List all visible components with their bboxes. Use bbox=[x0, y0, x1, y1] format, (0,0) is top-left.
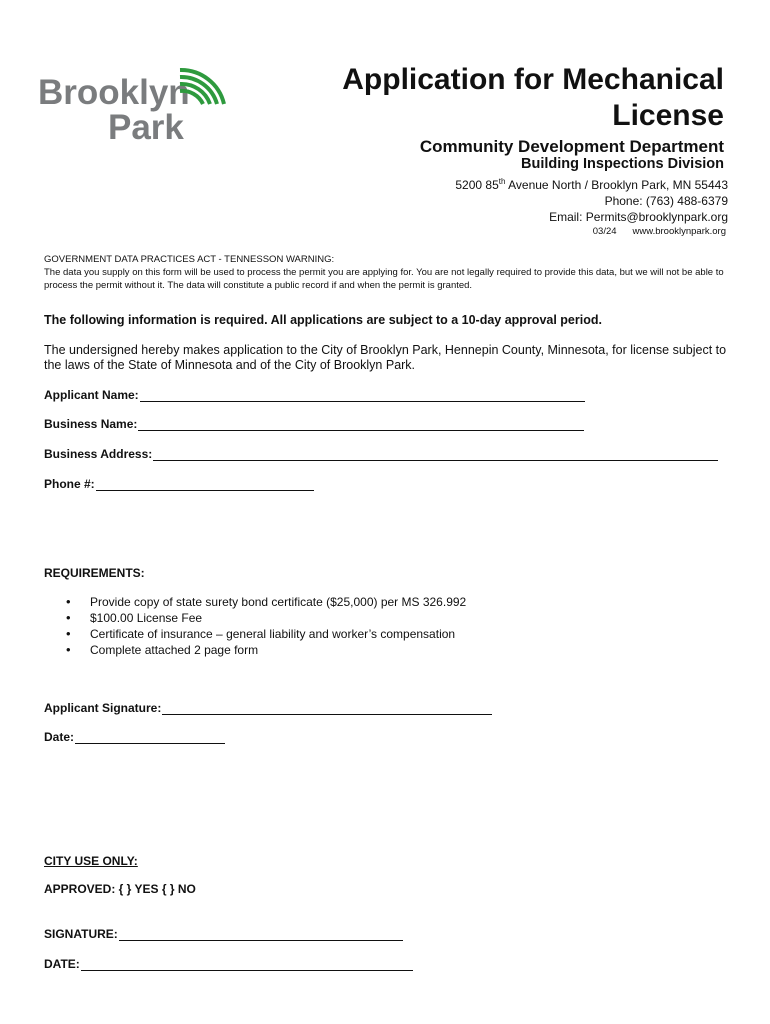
phone-contact: Phone: (763) 488-6379 bbox=[604, 194, 728, 208]
form-meta bbox=[593, 226, 726, 237]
logo-graphic bbox=[38, 62, 228, 148]
division-name: Building Inspections Division bbox=[520, 156, 724, 172]
logo-text-brooklyn: Brooklyn bbox=[38, 73, 190, 112]
applicant-signature-line[interactable] bbox=[162, 703, 492, 715]
address-ordinal: th bbox=[498, 177, 506, 186]
city-signature-label: SIGNATURE: bbox=[44, 927, 118, 941]
business-name-line[interactable] bbox=[138, 419, 584, 431]
list-item: • Provide copy of state surety bond certificate ($25,000) per MS 326.992 bbox=[66, 594, 466, 610]
date-field[interactable] bbox=[44, 730, 225, 744]
data-practices-warning bbox=[44, 253, 734, 292]
city-date-label: DATE: bbox=[44, 957, 80, 971]
address-street: Avenue North / Brooklyn Park, MN 55443 bbox=[505, 178, 728, 192]
warning-body: The data you supply on this form will be used to process the permit you are applying for. You are not legally required to provide this data, but we will not be able to process the permit without it. The data will constitute a public record if and when the permit is granted. bbox=[44, 267, 724, 291]
business-name-field[interactable] bbox=[44, 417, 584, 431]
city-use-heading: CITY USE ONLY: bbox=[44, 854, 138, 868]
approval-checkboxes[interactable]: APPROVED: { } YES { } NO bbox=[44, 882, 196, 896]
address-number: 5200 85 bbox=[455, 178, 499, 192]
website-link[interactable]: www.brooklynpark.org bbox=[632, 226, 726, 237]
phone-field[interactable] bbox=[44, 477, 314, 491]
applicant-name-field[interactable] bbox=[44, 388, 585, 402]
list-item: • Certificate of insurance – general liability and worker’s compensation bbox=[66, 626, 466, 642]
business-address-line[interactable] bbox=[153, 449, 718, 461]
title-line-2: License bbox=[612, 99, 724, 132]
city-date-line[interactable] bbox=[81, 959, 413, 971]
date-label: Date: bbox=[44, 730, 75, 744]
required-notice: The following information is required. All applications are subject to a 10-day approval period. bbox=[44, 313, 602, 327]
revision-date: 03/24 bbox=[592, 226, 617, 237]
department-name: Community Development Department bbox=[419, 137, 724, 156]
requirements-heading: REQUIREMENTS: bbox=[44, 566, 145, 580]
city-signature-line[interactable] bbox=[119, 929, 403, 941]
applicant-name-label: Applicant Name: bbox=[44, 388, 139, 402]
brooklyn-park-logo bbox=[38, 62, 228, 148]
city-date-field[interactable] bbox=[44, 957, 413, 971]
application-statement: The undersigned hereby makes application to the City of Brooklyn Park, Hennepin County, Minnesota, for license subject to the laws of the State of Minnesota and of the City of Brooklyn Park. bbox=[44, 343, 727, 372]
business-address-field[interactable] bbox=[44, 447, 718, 461]
city-signature-field[interactable] bbox=[44, 927, 403, 941]
page-title bbox=[304, 62, 724, 134]
warning-heading: GOVERNMENT DATA PRACTICES ACT - TENNESSON WARNING: bbox=[44, 254, 335, 265]
address bbox=[455, 174, 728, 193]
date-line[interactable] bbox=[75, 732, 225, 744]
applicant-signature-field[interactable] bbox=[44, 701, 492, 715]
requirements-list bbox=[66, 594, 466, 658]
email-contact: Email: Permits@brooklynpark.org bbox=[549, 210, 728, 224]
business-address-label: Business Address: bbox=[44, 447, 153, 461]
title-line-1: Application for Mechanical bbox=[342, 63, 724, 96]
applicant-name-line[interactable] bbox=[140, 390, 585, 402]
contact-block bbox=[455, 174, 728, 225]
list-item: • Complete attached 2 page form bbox=[66, 642, 466, 658]
business-name-label: Business Name: bbox=[44, 417, 138, 431]
list-item: • $100.00 License Fee bbox=[66, 610, 466, 626]
logo-text-park: Park bbox=[108, 108, 184, 147]
applicant-signature-label: Applicant Signature: bbox=[44, 701, 162, 715]
phone-line[interactable] bbox=[96, 479, 314, 491]
phone-label: Phone #: bbox=[44, 477, 95, 491]
